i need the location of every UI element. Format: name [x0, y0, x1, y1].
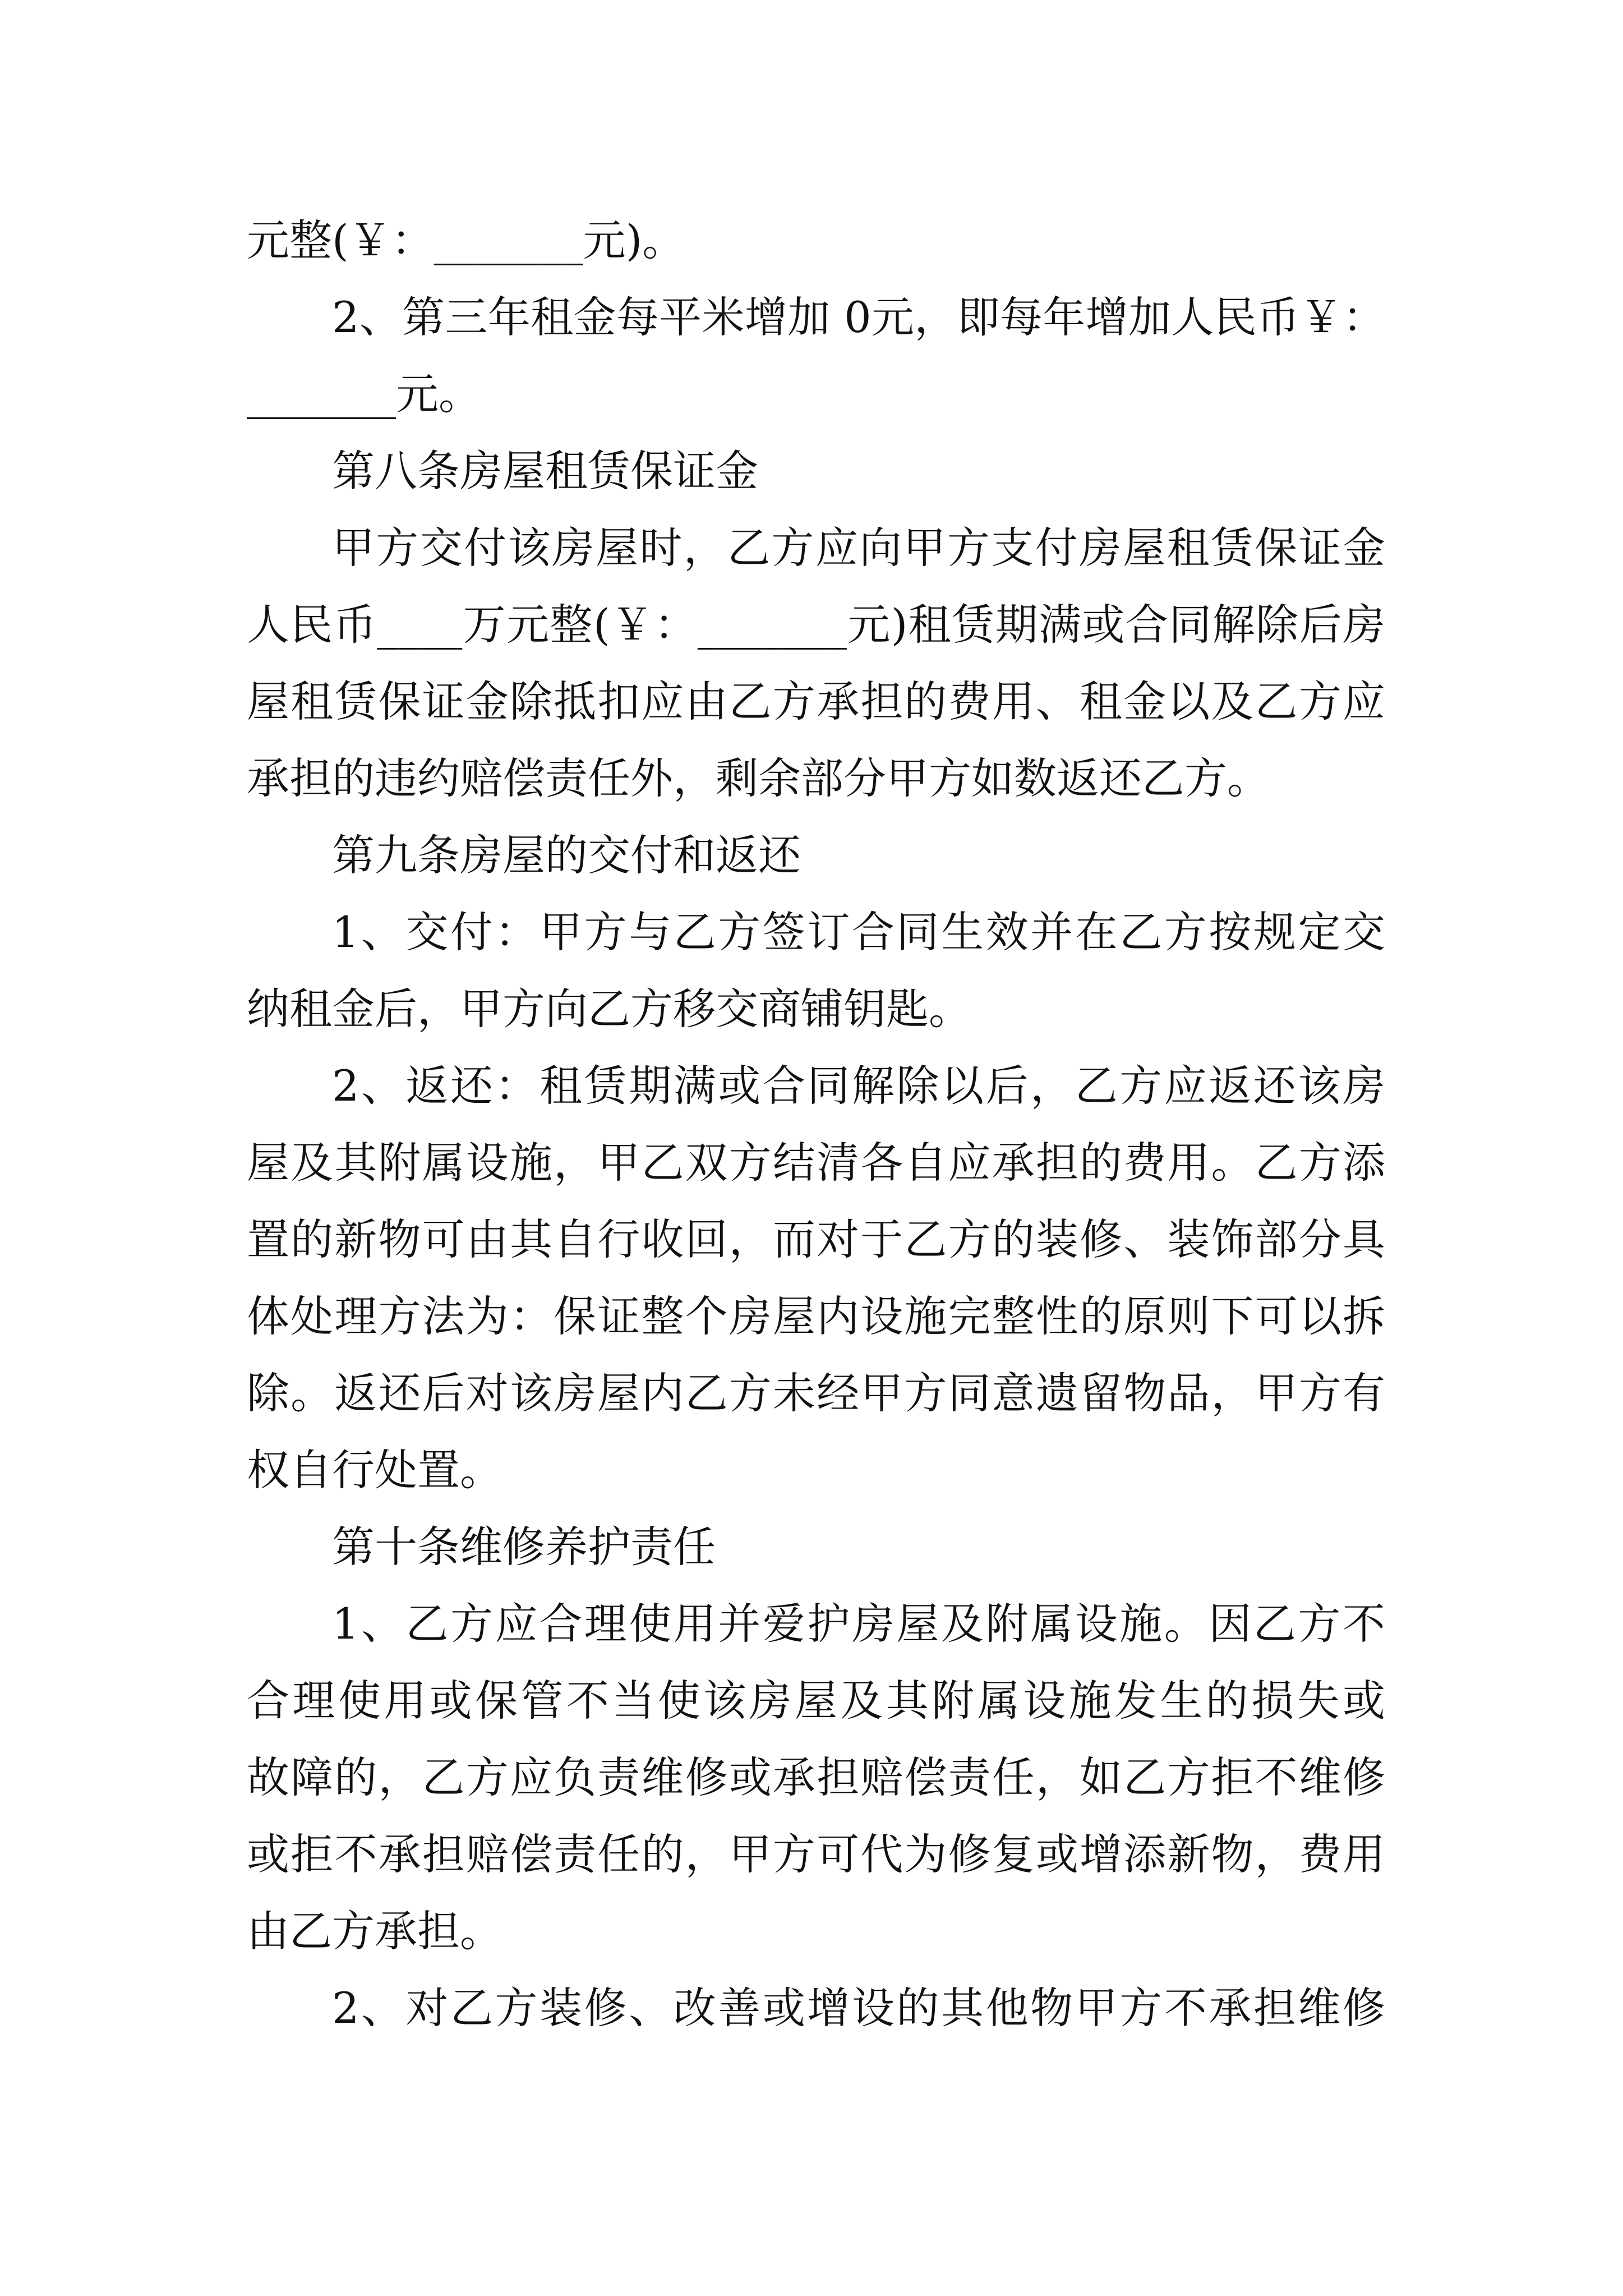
text-line: 由乙方承担。: [247, 1906, 502, 1956]
text-line: 或拒不承担赔偿责任的，甲方可代为修复或增添新物，费用: [247, 1829, 1385, 1879]
text-line: 元整(￥：_______元)。: [247, 215, 685, 265]
text-line: 除。返还后对该房屋内乙方未经甲方同意遗留物品，甲方有: [247, 1368, 1385, 1418]
text-line: 2、第三年租金每平米增加 0元，即每年增加人民币￥：: [332, 292, 1385, 342]
text-line: 纳租金后，甲方向乙方移交商铺钥匙。: [247, 984, 971, 1034]
text-line: 屋及其附属设施，甲乙双方结清各自应承担的费用。乙方添: [247, 1138, 1385, 1188]
text-line: 第十条维修养护责任: [332, 1522, 716, 1572]
text-line: 权自行处置。: [247, 1445, 502, 1495]
text-line: 屋租赁保证金除抵扣应由乙方承担的费用、租金以及乙方应: [247, 677, 1385, 726]
document-body: [247, 202, 1385, 2046]
text-line: 故障的，乙方应负责维修或承担赔偿责任，如乙方拒不维修: [247, 1752, 1385, 1802]
text-line: 合理使用或保管不当使该房屋及其附属设施发生的损失或: [247, 1676, 1385, 1726]
text-line: 甲方交付该房屋时，乙方应向甲方支付房屋租赁保证金: [332, 523, 1385, 573]
text-line: 2、返还：租赁期满或合同解除以后，乙方应返还该房: [332, 1061, 1385, 1111]
text-line: _______元。: [247, 369, 481, 419]
text-line: 体处理方法为：保证整个房屋内设施完整性的原则下可以拆: [247, 1291, 1385, 1341]
text-line: 2、对乙方装修、改善或增设的其他物甲方不承担维修: [332, 1983, 1385, 2033]
text-line: 1、乙方应合理使用并爱护房屋及附属设施。因乙方不: [332, 1599, 1385, 1649]
text-line: 承担的违约赔偿责任外，剩余部分甲方如数返还乙方。: [247, 753, 1270, 803]
text-line: 1、交付：甲方与乙方签订合同生效并在乙方按规定交: [332, 907, 1385, 957]
text-line: 第八条房屋租赁保证金: [332, 446, 758, 496]
text-line: 置的新物可由其自行收回，而对于乙方的装修、装饰部分具: [247, 1214, 1385, 1264]
text-line: 第九条房屋的交付和返还: [332, 830, 801, 880]
text-line: 人民币____万元整(￥：_______元)租赁期满或合同解除后房: [247, 600, 1385, 650]
